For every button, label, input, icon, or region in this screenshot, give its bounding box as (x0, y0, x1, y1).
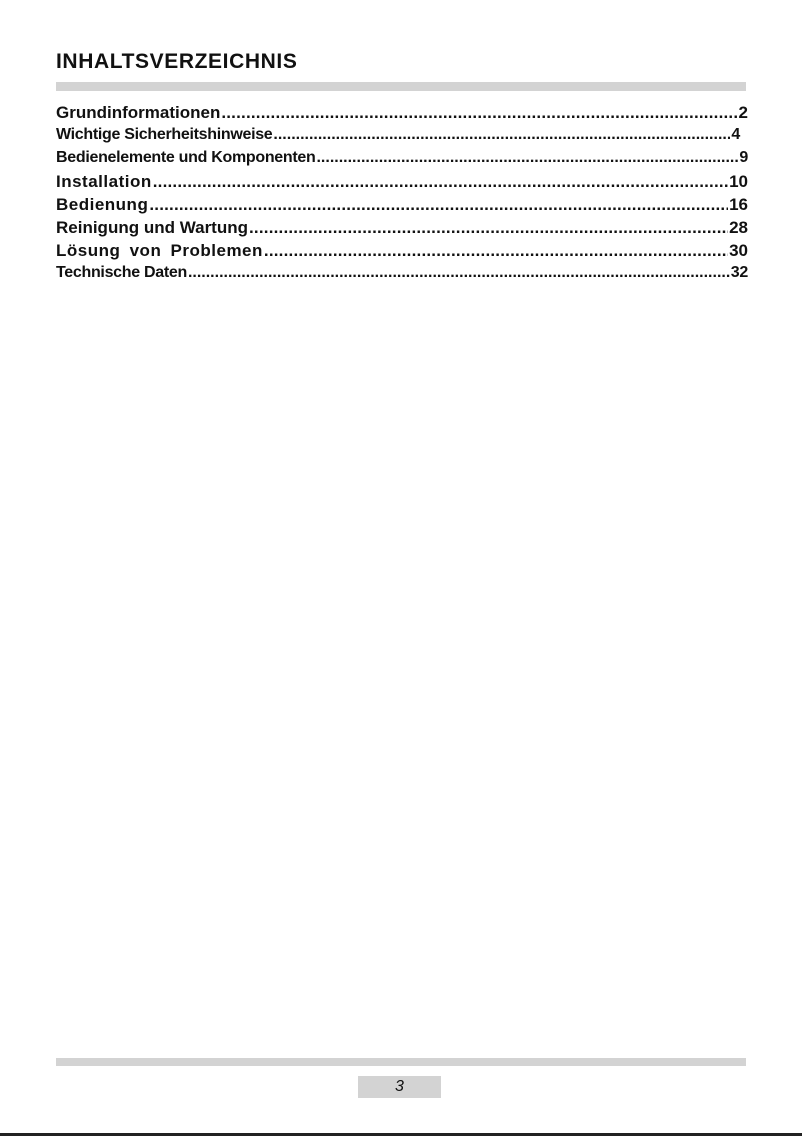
dot-leader (149, 195, 728, 215)
toc-entry-page: 9 (739, 149, 748, 166)
dot-leader (316, 149, 738, 167)
toc-entry-page: 16 (729, 195, 748, 214)
toc-entry-reinigung[interactable] (56, 218, 748, 241)
toc-entry-problemloesung[interactable] (56, 241, 748, 264)
toc-entry-page: 10 (729, 172, 748, 191)
toc-entry-page: 30 (729, 241, 748, 260)
toc-entry-label: Lösung von Problemen (56, 241, 263, 260)
toc-entry-page: 2 (738, 103, 748, 122)
dot-leader (249, 218, 728, 238)
toc-entry-label: Bedienelemente und Komponenten (56, 149, 316, 166)
header-divider (56, 82, 746, 91)
toc-entry-page: 4 (731, 126, 740, 143)
dot-leader (221, 103, 737, 123)
toc-entry-label: Wichtige Sicherheitshinweise (56, 126, 273, 143)
table-of-contents (56, 103, 748, 287)
toc-entry-label: Installation (56, 172, 152, 191)
toc-entry-label: Reinigung und Wartung (56, 218, 248, 237)
page-number: 3 (358, 1076, 441, 1098)
dot-leader (264, 241, 728, 261)
dot-leader (153, 172, 728, 192)
toc-entry-label: Bedienung (56, 195, 149, 214)
toc-entry-page: 28 (729, 218, 748, 237)
toc-entry-label: Technische Daten (56, 264, 187, 281)
toc-entry-label: Grundinformationen (56, 103, 221, 122)
toc-entry-grundinformationen[interactable] (56, 103, 748, 126)
dot-leader (188, 264, 730, 282)
toc-entry-technische-daten[interactable] (56, 264, 748, 287)
toc-entry-installation[interactable] (56, 172, 748, 195)
toc-entry-page: 32 (730, 264, 748, 281)
toc-entry-sicherheitshinweise[interactable] (56, 126, 748, 149)
footer-divider (56, 1058, 746, 1066)
toc-entry-bedienelemente[interactable] (56, 149, 748, 172)
toc-entry-bedienung[interactable] (56, 195, 748, 218)
page-title: INHALTSVERZEICHNIS (56, 50, 298, 73)
dot-leader (273, 126, 730, 144)
